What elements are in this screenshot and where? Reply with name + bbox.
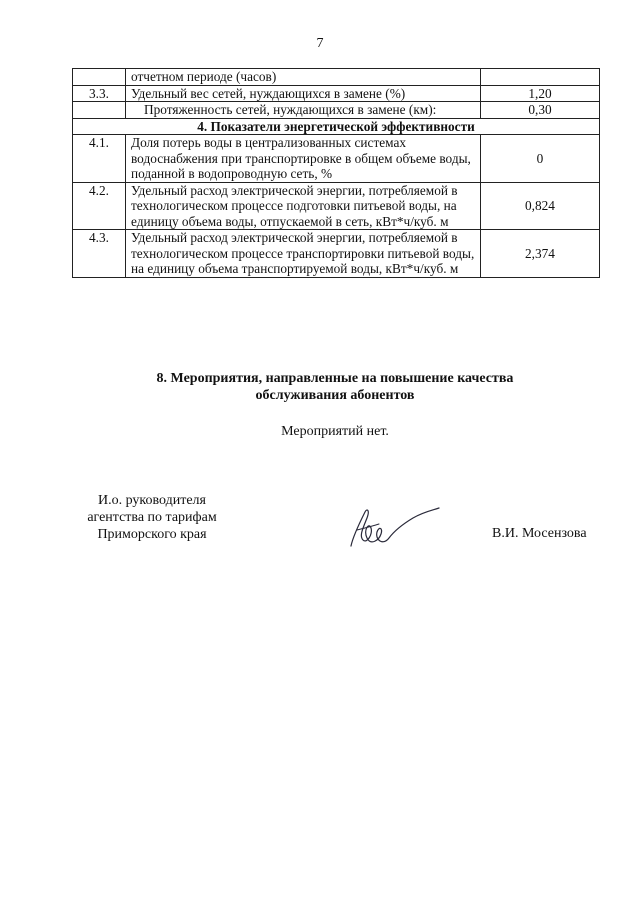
section-8-heading-line-1: 8. Мероприятия, направленные на повышение качества: [156, 371, 514, 386]
table-section-row: [73, 118, 600, 135]
section-8-note: Мероприятий нет.: [281, 424, 389, 439]
page-number: 7: [316, 36, 324, 51]
row-number: 3.3.: [73, 85, 126, 102]
indicators-table: [72, 68, 600, 278]
row-description: Удельный вес сетей, нуждающихся в замене (%): [126, 85, 481, 102]
row-number: 4.2.: [73, 182, 126, 230]
row-value: 0: [481, 135, 600, 183]
signer-title-line-3: Приморского края: [97, 527, 207, 542]
row-value: 1,20: [481, 85, 600, 102]
signer-title: [72, 492, 232, 543]
section-8-heading: [0, 370, 640, 404]
signer-title-line-1: И.о. руководителя: [97, 493, 206, 508]
row-description: Протяженность сетей, нуждающихся в замене (км):: [126, 102, 481, 119]
row-description: Доля потерь воды в централизованных системах водоснабжения при транспортировке в общем объеме воды, поданной в водопроводную сеть, %: [126, 135, 481, 183]
table-row: [73, 135, 600, 183]
table-row: [73, 69, 600, 86]
row-value: 0,824: [481, 182, 600, 230]
table-row: [73, 230, 600, 278]
section-8-heading-line-2: обслуживания абонентов: [255, 388, 415, 403]
handwritten-signature: [343, 506, 443, 554]
signer-title-line-2: агентства по тарифам: [87, 510, 217, 525]
row-number: 4.1.: [73, 135, 126, 183]
row-number: 4.3.: [73, 230, 126, 278]
table-row: [73, 85, 600, 102]
row-description: Удельный расход электрической энергии, потребляемой в технологическом процессе транспортировки питьевой воды, на единицу объема транспортируемой воды, кВт*ч/куб. м: [126, 230, 481, 278]
section-heading: 4. Показатели энергетической эффективности: [73, 118, 600, 135]
row-description: отчетном периоде (часов): [126, 69, 481, 86]
row-value: 0,30: [481, 102, 600, 119]
row-value: [481, 69, 600, 86]
row-number: [73, 69, 126, 86]
row-description: Удельный расход электрической энергии, потребляемой в технологическом процессе подготовки питьевой воды, на единицу объема воды, отпускаемой в сеть, кВт*ч/куб. м: [126, 182, 481, 230]
table-row: [73, 102, 600, 119]
row-value: 2,374: [481, 230, 600, 278]
row-number: [73, 102, 126, 119]
table-row: [73, 182, 600, 230]
signer-name: В.И. Мосензова: [492, 526, 587, 541]
